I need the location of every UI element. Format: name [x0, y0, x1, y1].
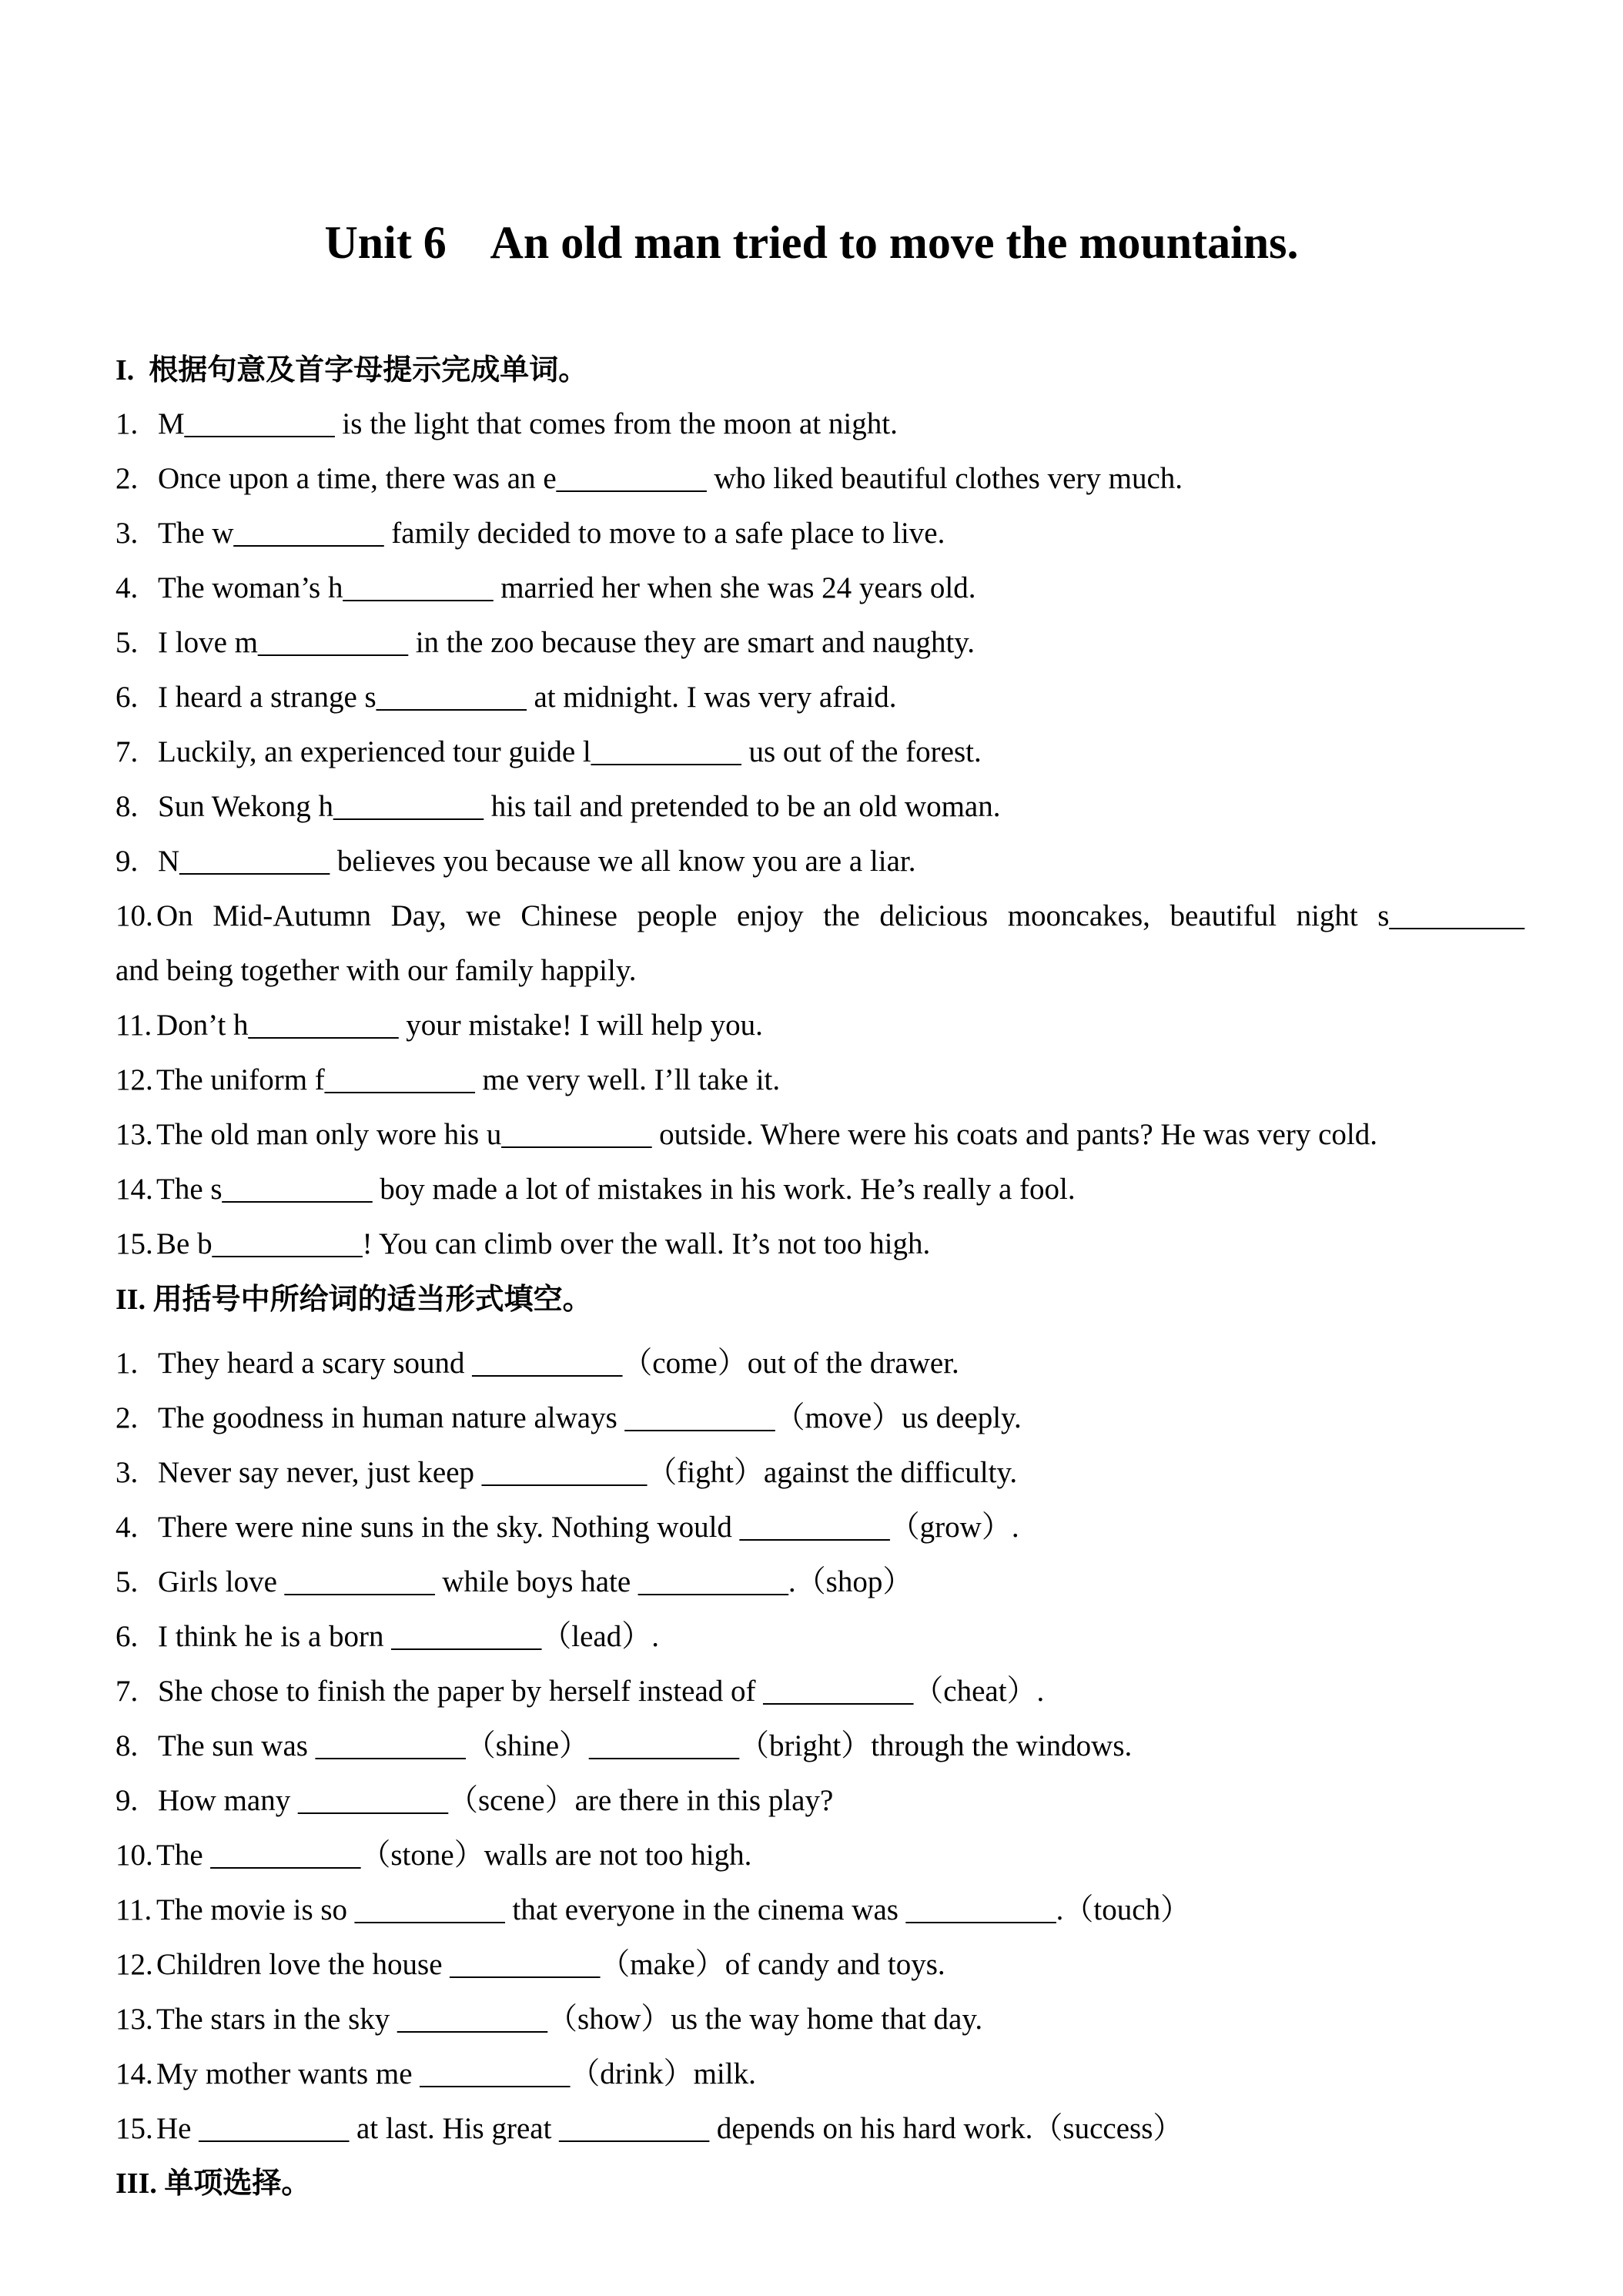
section-2-item-13: 13. The stars in the sky __________（show）us the way home that day.: [115, 2003, 983, 2036]
section-1-item-14: 14. The s__________ boy made a lot of mistakes in his work. He’s really a fool.: [115, 1173, 1076, 1206]
section-1-item-13: 13. The old man only wore his u__________ outside. Where were his coats and pants? He was very cold.: [115, 1118, 1377, 1151]
section-2-item-14: 14. My mother wants me __________（drink）milk.: [115, 2057, 756, 2090]
section-1-item-11: 11. Don’t h__________ your mistake! I will help you.: [115, 1009, 763, 1042]
page-title: Unit 6 An old man tried to move the mountains.: [324, 217, 1299, 268]
section-1-item-10-continuation: and being together with our family happily.: [115, 954, 637, 987]
section-1-item-15: 15. Be b__________! You can climb over the wall. It’s not too high.: [115, 1227, 931, 1260]
section-3-heading: III. 单项选择。: [115, 2167, 311, 2200]
section-2-item-11: 11. The movie is so __________ that everyone in the cinema was __________.（touch）: [115, 1893, 1191, 1926]
section-1-item-8: 8. Sun Wekong h__________ his tail and pretended to be an old woman.: [115, 790, 1001, 823]
section-1-item-7: 7. Luckily, an experienced tour guide l__________ us out of the forest.: [115, 735, 982, 768]
section-1-item-6: 6. I heard a strange s__________ at midnight. I was very afraid.: [115, 681, 897, 714]
section-2-item-7: 7. She chose to finish the paper by herself instead of __________（cheat）.: [115, 1675, 1045, 1708]
section-2-item-4: 4. There were nine suns in the sky. Nothing would __________（grow）.: [115, 1511, 1019, 1544]
section-2-heading: II. 用括号中所给词的适当形式填空。: [115, 1284, 592, 1316]
section-2-item-15: 15. He __________ at last. His great __________ depends on his hard work.（success）: [115, 2112, 1183, 2145]
section-2-item-3: 3. Never say never, just keep ___________（fight）against the difficulty.: [115, 1456, 1018, 1489]
section-1-item-12: 12. The uniform f__________ me very well. I’ll take it.: [115, 1063, 781, 1096]
section-2-item-6: 6. I think he is a born __________（lead）.: [115, 1620, 659, 1653]
section-2-item-10: 10. The __________（stone）walls are not too high.: [115, 1839, 752, 1872]
section-1-item-5: 5. I love m__________ in the zoo because they are smart and naughty.: [115, 626, 975, 659]
section-2-item-9: 9. How many __________（scene）are there in this play?: [115, 1784, 834, 1817]
section-2-item-1: 1. They heard a scary sound __________（come）out of the drawer.: [115, 1347, 959, 1380]
section-2-item-5: 5. Girls love __________ while boys hate __________.（shop）: [115, 1565, 913, 1598]
section-1-item-2: 2. Once upon a time, there was an e__________ who liked beautiful clothes very much.: [115, 462, 1183, 495]
section-1-item-3: 3. The w__________ family decided to move to a safe place to live.: [115, 517, 945, 550]
section-2-item-2: 2. The goodness in human nature always __________（move）us deeply.: [115, 1401, 1022, 1434]
section-2-item-12: 12. Children love the house __________（make）of candy and toys.: [115, 1948, 945, 1981]
section-1-item-4: 4. The woman’s h__________ married her when she was 24 years old.: [115, 571, 976, 604]
section-1-heading: I. 根据句意及首字母提示完成单词。: [115, 354, 588, 387]
section-1-item-10: 10. On Mid-Autumn Day, we Chinese people enjoy the delicious mooncakes, beautiful night s_________: [115, 899, 1524, 932]
section-1-item-9: 9. N__________ believes you because we all know you are a liar.: [115, 845, 916, 878]
section-1-item-1: 1. M__________ is the light that comes from the moon at night.: [115, 407, 898, 440]
section-2-item-8: 8. The sun was __________（shine）__________（bright）through the windows.: [115, 1729, 1133, 1762]
